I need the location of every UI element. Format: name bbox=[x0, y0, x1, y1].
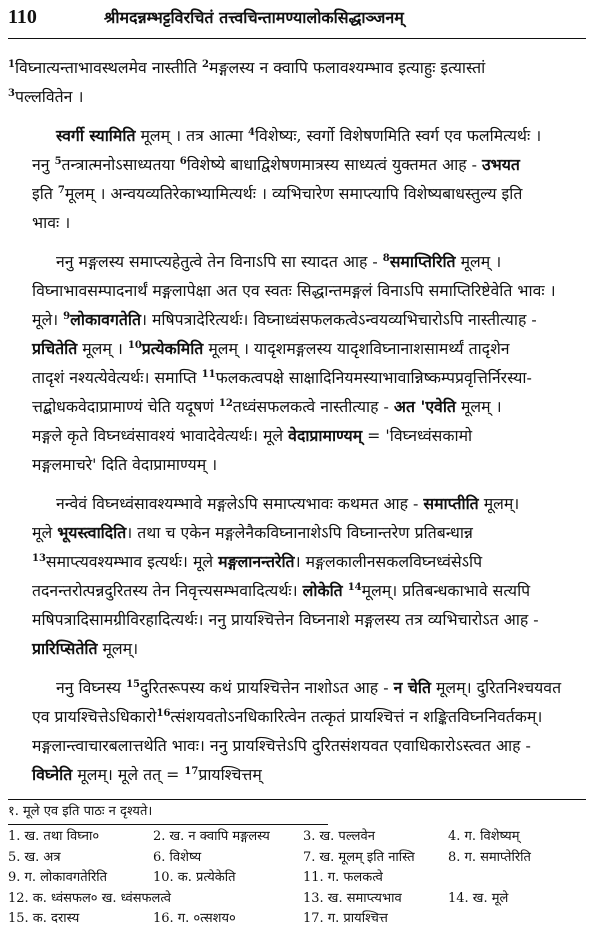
text-line bbox=[8, 276, 586, 305]
header-rule bbox=[8, 38, 586, 39]
variant-reading bbox=[153, 889, 303, 910]
text-run: = 'विघ्नध्वंसकामो bbox=[362, 426, 473, 445]
lemma: समाप्तीति bbox=[423, 494, 479, 513]
page-number: 110 bbox=[8, 6, 37, 28]
variant-reading: 2. ख. न क्वापि मङ्गलस्य bbox=[153, 829, 270, 844]
variant-reading: 3. ख. पल्लवेन bbox=[303, 829, 375, 844]
text-run: विघ्नाभावसम्पादनार्थं मङ्गलापेक्षा अत एव स्वतः सिद्धान्तमङ्गलं विनाऽपि समाप्तिरिष्टेवेति भावः । bbox=[32, 281, 556, 300]
variant-reading: 5. ख. अत्र bbox=[8, 849, 61, 865]
text-run: मङ्गलस्य न क्वापि फलावश्यम्भाव इत्याहुः इत्यास्तां bbox=[209, 58, 486, 77]
text-run: मङ्गलमाचरे' दिति वेदाप्रामाण्यम् । bbox=[32, 455, 218, 474]
lemma: प्रत्येकमिति bbox=[141, 339, 204, 358]
text-run: त्संशयवतोऽनधिकारित्वेन तत्कृतं प्रायश्चित्तं न शङ्कितविघ्ननिवर्तकम्। bbox=[170, 707, 543, 726]
note-marker: 5 bbox=[54, 156, 62, 167]
lemma: लोकावगतेति bbox=[70, 310, 141, 329]
variant-reading: 14. ख. मूले bbox=[448, 890, 509, 906]
variant-reading: 1. ख. तथा विघ्ना० bbox=[8, 829, 100, 844]
text-run: नन्वेवं विघ्नध्वंसावश्यम्भावे मङ्गलेऽपि समाप्त्यभावः कथमत आह - bbox=[56, 494, 424, 513]
text-run: मूलम् । bbox=[455, 397, 502, 416]
lemma: लोकेति bbox=[302, 581, 343, 600]
text-line bbox=[8, 121, 586, 150]
note-marker: 3 bbox=[8, 88, 15, 99]
text-run: मूलम्। bbox=[478, 494, 520, 513]
note-marker: 7 bbox=[57, 185, 65, 196]
variant-reading bbox=[448, 868, 586, 889]
text-run: । मषिपत्रादेरित्यर्थः। विघ्नाध्वंसफलकत्वेऽन्वयव्यभिचारोऽपि नास्तीत्याह - bbox=[140, 310, 537, 329]
variant-reading: 9. ग. लोकावगतेरिति bbox=[8, 870, 108, 885]
note-marker: 15 bbox=[126, 679, 140, 690]
note-marker: 4 bbox=[248, 127, 255, 138]
text-line bbox=[8, 53, 586, 82]
text-line bbox=[8, 82, 586, 111]
note-marker: 1 bbox=[8, 59, 15, 70]
lemma: न चेति bbox=[393, 678, 431, 697]
note-marker: 11 bbox=[201, 369, 216, 380]
paragraph bbox=[8, 247, 586, 479]
text-run: मूले bbox=[32, 523, 58, 542]
lemma: विघ्नेति bbox=[32, 765, 73, 784]
lemma: प्रचितेति bbox=[32, 339, 78, 358]
text-run: । तथा च एकेन मङ्गलेनैकविघ्नानाशेऽपि विघ्नान्तरेण प्रतिबन्धान्न bbox=[126, 523, 473, 542]
footnote-rule bbox=[8, 799, 586, 800]
variant-reading: 15. क. दरास्य bbox=[8, 911, 80, 926]
text-run: मूलम्। bbox=[97, 639, 139, 658]
text-run: ननु मङ्गलस्य समाप्त्यहेतुत्वे तेन विनाऽपि सा स्यादत आह - bbox=[56, 252, 383, 271]
paragraph bbox=[8, 673, 586, 789]
text-run: मषिपत्रादिसामग्रीविरहादित्यर्थः। ननु प्रायश्चित्तेन विघ्ननाशे मङ्गलस्य तत्र व्यभिचारोऽत आह - bbox=[32, 610, 539, 629]
lemma: वेदाप्रामाण्यम् bbox=[288, 426, 363, 445]
text-line bbox=[8, 702, 586, 731]
text-line bbox=[8, 731, 586, 760]
variant-reading: 10. क. प्रत्येकेति bbox=[153, 870, 236, 885]
text-run: मूलम्। मूले तत् = bbox=[72, 765, 185, 784]
note-marker: 8 bbox=[382, 253, 390, 264]
lemma: स्वर्गी स्यामिति bbox=[56, 126, 136, 145]
text-run: ननु विघ्नस्य bbox=[56, 678, 127, 697]
text-line bbox=[8, 634, 586, 663]
footnote: १. मूले एव इति पाठः न दृश्यते। bbox=[8, 804, 153, 819]
note-marker: 17 bbox=[184, 766, 199, 777]
main-text bbox=[8, 53, 586, 789]
note-marker: 16 bbox=[156, 708, 171, 719]
text-line bbox=[8, 334, 586, 363]
text-line bbox=[8, 150, 586, 179]
text-run: मूलम्। प्रतिबन्धकाभावे सत्यपि bbox=[361, 581, 531, 600]
text-run: विशेष्ये बाधाद्विशेषणमात्रस्य साध्यत्वं युक्तमत आह - bbox=[186, 155, 482, 174]
lemma: समाप्तिरिति bbox=[389, 252, 456, 271]
text-line bbox=[8, 605, 586, 634]
text-line bbox=[8, 576, 586, 605]
running-header bbox=[8, 6, 586, 36]
variant-reading: 11. ग. फलकत्वे bbox=[303, 870, 383, 885]
note-marker: 2 bbox=[202, 59, 209, 70]
text-run: इति bbox=[32, 184, 58, 203]
text-run: मूलम् । तत्र आत्मा bbox=[135, 126, 248, 145]
lemma: भूयस्त्वादिति bbox=[57, 523, 127, 542]
text-run: मूलम् । अन्वयव्यतिरेकाभ्यामित्यर्थः । व्यभिचारेण समाप्त्यापि विशेष्यबाधस्तुल्य इति bbox=[64, 184, 523, 203]
lemma: मङ्गलानन्तरेति bbox=[218, 552, 295, 571]
text-line bbox=[8, 247, 586, 276]
text-run: ननु bbox=[32, 155, 55, 174]
text-run: पल्लवितेन । bbox=[14, 87, 84, 106]
text-run: त्तद्बोधकवेदाप्रामाण्यं चेति यदूषणं bbox=[32, 397, 219, 416]
text-line bbox=[8, 179, 586, 208]
paragraph bbox=[8, 489, 586, 663]
text-run: विशेष्यः, स्वर्गो विशेषणमिति स्वर्ग एव फलमित्यर्थः । bbox=[254, 126, 542, 145]
variant-reading: 17. ग. प्रायश्चित्त bbox=[303, 911, 388, 926]
variant-reading bbox=[448, 909, 586, 930]
note-marker: 14 bbox=[347, 582, 362, 593]
text-line bbox=[8, 305, 586, 334]
text-run: प्रायश्चित्तम् bbox=[198, 765, 262, 784]
text-run: एव प्रायश्चित्तेऽधिकारो bbox=[32, 707, 157, 726]
variant-readings bbox=[8, 827, 586, 930]
variant-reading: 4. ग. विशेष्यम् bbox=[448, 829, 520, 844]
text-line bbox=[8, 363, 586, 392]
variant-reading: 6. विशेष्य bbox=[153, 849, 202, 865]
text-run: मूलम् । यादृशमङ्गलस्य यादृशविघ्नानाशसामर्थ्यं तादृशेन bbox=[203, 339, 510, 358]
text-run: तादृशं नश्यत्येवेत्यर्थः। समाप्ति bbox=[32, 368, 202, 387]
variants-rule bbox=[8, 824, 328, 825]
text-run: मूलम् । bbox=[455, 252, 502, 271]
paragraph bbox=[8, 121, 586, 237]
text-line bbox=[8, 450, 586, 479]
variant-reading: 13. ख. समाप्त्यभाव bbox=[303, 890, 402, 906]
text-line bbox=[8, 547, 586, 576]
text-run: तन्त्रात्मनोऽसाध्यतया bbox=[61, 155, 180, 174]
lemma: उभयत bbox=[482, 155, 520, 174]
text-line bbox=[8, 673, 586, 702]
text-run: तध्वंसफलकत्वे नास्तीत्याह - bbox=[232, 397, 394, 416]
note-marker: 6 bbox=[179, 156, 187, 167]
text-line bbox=[8, 760, 586, 789]
lemma: अत 'एवेति bbox=[393, 397, 456, 416]
variant-reading: 12. क. ध्वंसफल० ख. ध्वंसफलत्वे bbox=[8, 890, 172, 906]
text-run: । मङ्गलकालीनसकलविघ्नध्वंसेऽपि bbox=[294, 552, 483, 571]
lemma: प्रारिप्सितेति bbox=[32, 639, 98, 658]
text-run: समाप्त्यवश्यम्भाव इत्यर्थः। मूले bbox=[45, 552, 219, 571]
text-run: दुरितरूपस्य कथं प्रायश्चित्तेन नाशोऽत आह - bbox=[140, 678, 394, 697]
note-marker: 12 bbox=[218, 398, 233, 409]
text-line bbox=[8, 489, 586, 518]
variant-reading: 7. ख. मूलम् इति नास्ति bbox=[303, 849, 415, 865]
note-marker: 9 bbox=[63, 311, 71, 322]
variant-reading: 8. ग. समाप्तेरिति bbox=[448, 849, 531, 865]
paragraph bbox=[8, 53, 586, 111]
note-marker: 13 bbox=[32, 553, 46, 564]
text-line bbox=[8, 392, 586, 421]
text-run: मूलम्। दुरितनिश्चयवत bbox=[430, 678, 562, 697]
variant-reading: 16. ग. ०त्सशय० bbox=[153, 911, 236, 926]
text-run: मङ्गलान्त्वाचारबलात्तथेति भावः। ननु प्रायश्चित्तेऽपि दुरितसंशयवत एवाधिकारोऽस्त्वत आह - bbox=[32, 736, 531, 755]
text-run: फलकत्वपक्षे साक्षादिनियमस्याभावान्निष्कम्पप्रवृत्तिर्निरस्या- bbox=[215, 368, 532, 387]
running-title: श्रीमदन्नम्भट्टविरचितं तत्त्वचिन्तामण्यालोकसिद्धाञ्जनम् bbox=[104, 8, 404, 27]
text-run: मूले। bbox=[32, 310, 64, 329]
text-run: मङ्गले कृते विघ्नध्वंसावश्यं भावादेवेत्यर्थः। मूले bbox=[32, 426, 289, 445]
text-run: भावः । bbox=[32, 213, 71, 232]
text-line bbox=[8, 208, 586, 237]
text-run: मूलम् । bbox=[77, 339, 128, 358]
text-line bbox=[8, 421, 586, 450]
text-line bbox=[8, 518, 586, 547]
text-run: तदनन्तरोत्पन्नदुरितस्य तेन निवृत्त्यसम्भवादित्यर्थः। bbox=[32, 581, 303, 600]
text-run: विघ्नात्यन्ताभावस्थलमेव नास्तीति bbox=[14, 58, 203, 77]
note-marker: 10 bbox=[127, 340, 142, 351]
